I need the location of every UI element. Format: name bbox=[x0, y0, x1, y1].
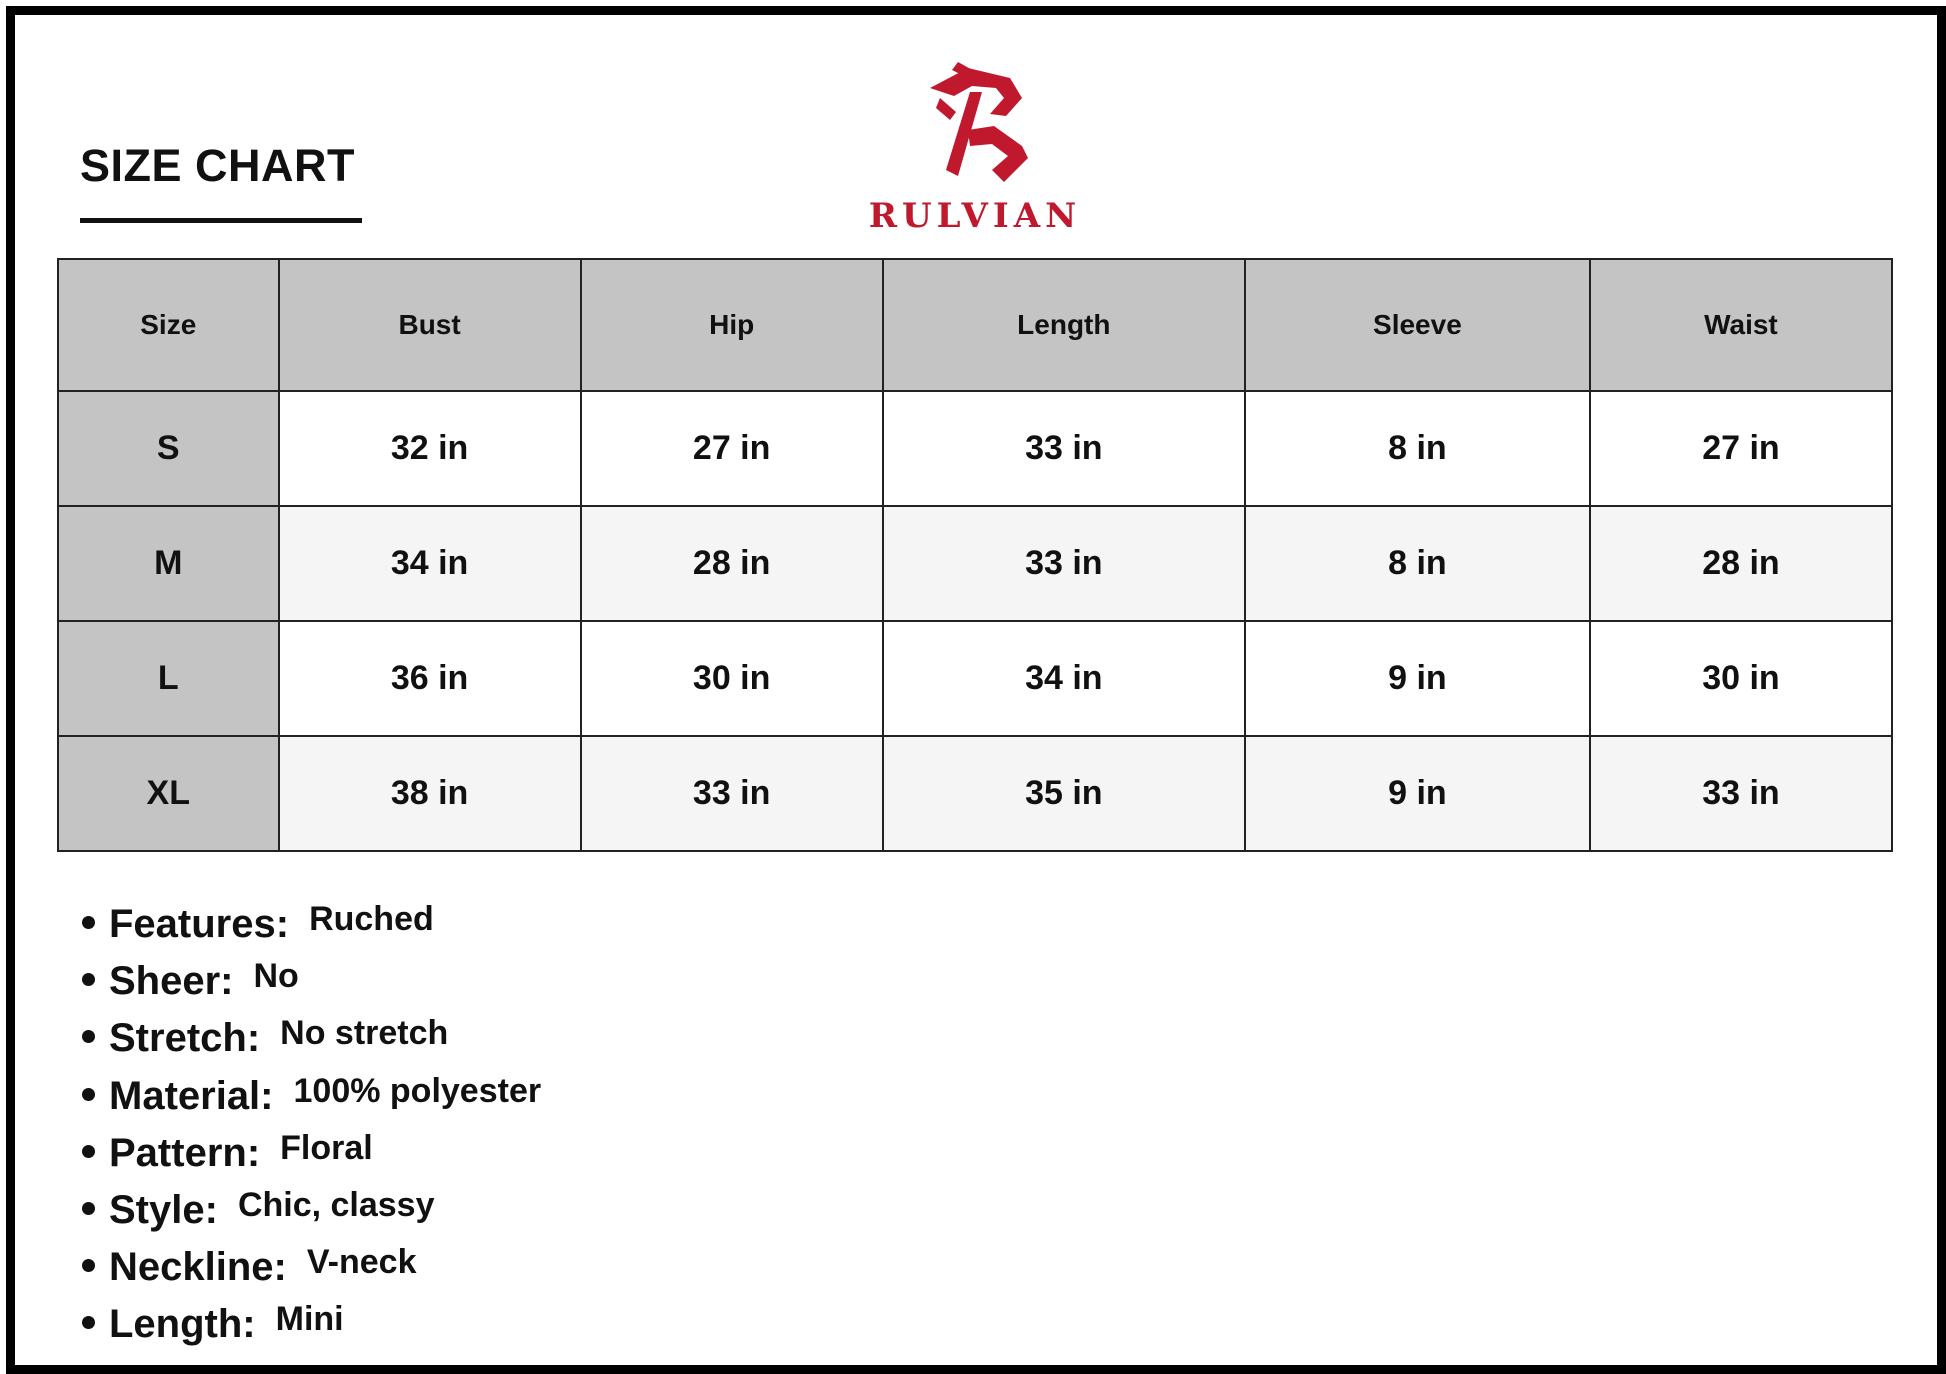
size-cell: M bbox=[58, 506, 279, 621]
hip-cell: 30 in bbox=[581, 621, 883, 736]
size-cell: L bbox=[58, 621, 279, 736]
bullet-icon bbox=[82, 1316, 95, 1329]
bust-cell: 36 in bbox=[279, 621, 581, 736]
feature-item-length bbox=[82, 1296, 541, 1353]
stylized-r-logo-icon bbox=[910, 58, 1040, 190]
length-cell: 35 in bbox=[883, 736, 1245, 851]
table-row bbox=[58, 391, 1892, 506]
feature-label: Features: bbox=[109, 902, 290, 947]
waist-cell: 30 in bbox=[1590, 621, 1892, 736]
bullet-icon bbox=[82, 916, 95, 929]
feature-item-material bbox=[82, 1068, 541, 1125]
feature-value: No bbox=[253, 957, 299, 996]
feature-item-neckline bbox=[82, 1239, 541, 1296]
feature-value: No stretch bbox=[280, 1014, 449, 1053]
feature-label: Sheer: bbox=[109, 959, 234, 1004]
bust-cell: 38 in bbox=[279, 736, 581, 851]
title-underline bbox=[80, 218, 362, 223]
hip-cell: 27 in bbox=[581, 391, 883, 506]
feature-value: Floral bbox=[280, 1128, 373, 1167]
length-cell: 34 in bbox=[883, 621, 1245, 736]
size-cell: S bbox=[58, 391, 279, 506]
length-cell: 33 in bbox=[883, 391, 1245, 506]
feature-item-stretch bbox=[82, 1010, 541, 1067]
table-row bbox=[58, 621, 1892, 736]
bullet-icon bbox=[82, 1202, 95, 1215]
feature-value: Ruched bbox=[309, 900, 434, 939]
feature-label: Material: bbox=[109, 1073, 274, 1118]
size-chart-table bbox=[57, 258, 1893, 852]
bullet-icon bbox=[82, 1088, 95, 1101]
header-size: Size bbox=[58, 259, 279, 391]
sleeve-cell: 8 in bbox=[1245, 391, 1590, 506]
header-waist: Waist bbox=[1590, 259, 1892, 391]
hip-cell: 33 in bbox=[581, 736, 883, 851]
sleeve-cell: 9 in bbox=[1245, 736, 1590, 851]
feature-label: Style: bbox=[109, 1188, 218, 1233]
length-cell: 33 in bbox=[883, 506, 1245, 621]
hip-cell: 28 in bbox=[581, 506, 883, 621]
bullet-icon bbox=[82, 1030, 95, 1043]
bullet-icon bbox=[82, 973, 95, 986]
table-header-row bbox=[58, 259, 1892, 391]
feature-item-features bbox=[82, 896, 541, 953]
header-sleeve: Sleeve bbox=[1245, 259, 1590, 391]
feature-value: 100% polyester bbox=[293, 1071, 542, 1110]
feature-label: Length: bbox=[109, 1302, 256, 1347]
feature-label: Pattern: bbox=[109, 1130, 261, 1175]
features-list bbox=[82, 896, 541, 1354]
header-bust: Bust bbox=[279, 259, 581, 391]
waist-cell: 28 in bbox=[1590, 506, 1892, 621]
waist-cell: 27 in bbox=[1590, 391, 1892, 506]
sleeve-cell: 9 in bbox=[1245, 621, 1590, 736]
feature-value: V-neck bbox=[306, 1243, 417, 1282]
bullet-icon bbox=[82, 1259, 95, 1272]
feature-label: Neckline: bbox=[109, 1245, 287, 1290]
bullet-icon bbox=[82, 1145, 95, 1158]
feature-item-sheer bbox=[82, 953, 541, 1010]
bust-cell: 32 in bbox=[279, 391, 581, 506]
waist-cell: 33 in bbox=[1590, 736, 1892, 851]
feature-label: Stretch: bbox=[109, 1016, 261, 1061]
size-cell: XL bbox=[58, 736, 279, 851]
brand-name: RULVIAN bbox=[868, 196, 1082, 236]
feature-item-pattern bbox=[82, 1125, 541, 1182]
feature-item-style bbox=[82, 1182, 541, 1239]
sleeve-cell: 8 in bbox=[1245, 506, 1590, 621]
feature-value: Chic, classy bbox=[237, 1186, 435, 1225]
table-row bbox=[58, 506, 1892, 621]
table-row bbox=[58, 736, 1892, 851]
header-hip: Hip bbox=[581, 259, 883, 391]
header-length: Length bbox=[883, 259, 1245, 391]
feature-value: Mini bbox=[275, 1300, 344, 1339]
brand-logo bbox=[860, 58, 1090, 238]
page-title: SIZE CHART bbox=[80, 140, 355, 191]
bust-cell: 34 in bbox=[279, 506, 581, 621]
